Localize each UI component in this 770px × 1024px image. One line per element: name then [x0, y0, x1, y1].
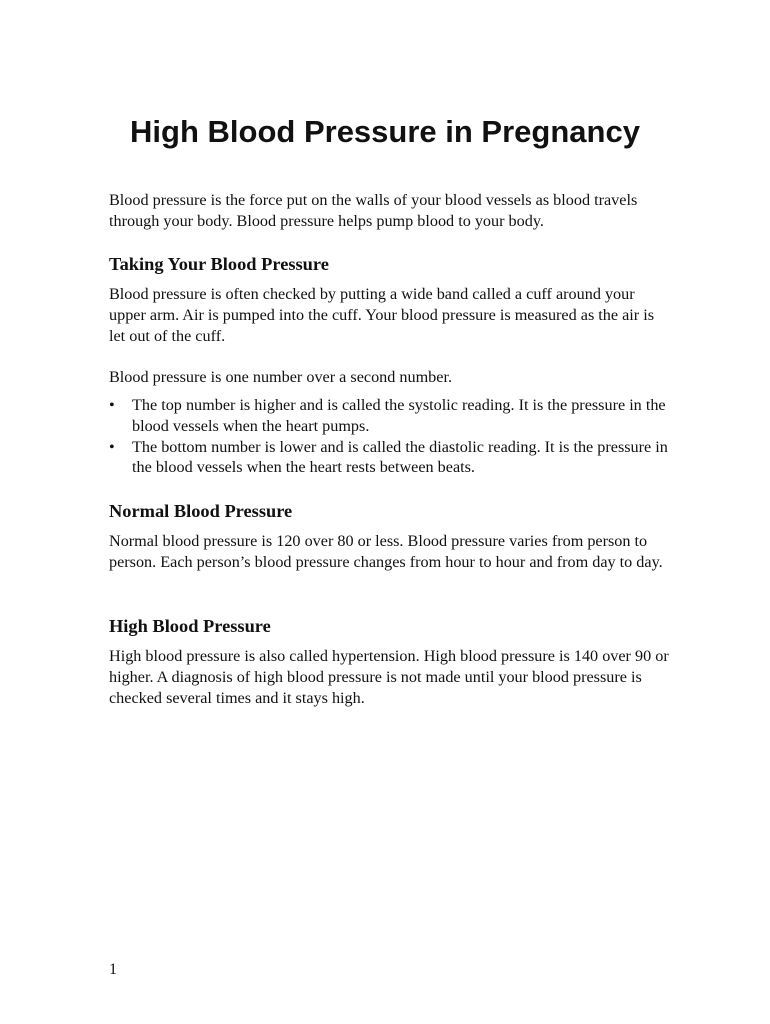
intro-paragraph: Blood pressure is the force put on the walls of your blood vessels as blood travels through your body. Blood pressure helps pump blood to your body.	[109, 191, 638, 230]
bullet-icon: •	[109, 396, 115, 414]
high-paragraph: High blood pressure is also called hypertension. High blood pressure is 140 over 90 or higher. A diagnosis of high blood pressure is not made until your blood pressure is checked several times and it stays high.	[109, 647, 669, 707]
heading-taking-blood-pressure: Taking Your Blood Pressure	[109, 254, 329, 274]
normal-paragraph: Normal blood pressure is 120 over 80 or less. Blood pressure varies from person to person. Each person’s blood pressure changes from hour to hour and from day to day.	[109, 532, 663, 571]
list-item-diastolic	[109, 437, 669, 479]
taking-paragraph-two-numbers: Blood pressure is one number over a second number.	[109, 368, 453, 386]
page-number: 1	[109, 961, 117, 978]
blood-pressure-readings-list	[109, 395, 669, 478]
list-item-text: The bottom number is lower and is called the diastolic reading. It is the pressure in the blood vessels when the heart rests between beats.	[132, 437, 668, 477]
page-title: High Blood Pressure in Pregnancy	[130, 114, 640, 149]
list-item-systolic	[109, 395, 669, 437]
list-item-text: The top number is higher and is called the systolic reading. It is the pressure in the blood vessels when the heart pumps.	[132, 396, 666, 435]
bullet-icon: •	[109, 437, 115, 456]
heading-normal-blood-pressure: Normal Blood Pressure	[109, 501, 293, 521]
heading-high-blood-pressure: High Blood Pressure	[109, 616, 271, 636]
taking-paragraph-cuff: Blood pressure is often checked by putting a wide band called a cuff around your upper arm. Air is pumped into the cuff. Your blood pressure is measured as the air is let out of the cuff.	[109, 285, 655, 345]
